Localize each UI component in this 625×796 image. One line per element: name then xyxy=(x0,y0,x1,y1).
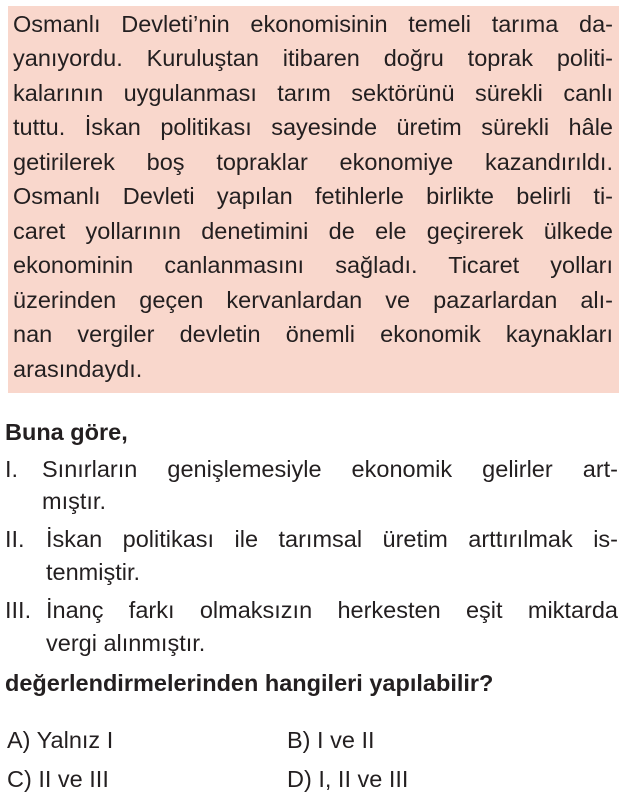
option-text: II ve III xyxy=(38,766,109,792)
option-a[interactable] xyxy=(7,729,113,753)
passage-line: arasındaydı. xyxy=(13,356,143,382)
option-letter: B) xyxy=(287,727,311,753)
question-intro: Buna göre, xyxy=(5,419,128,445)
passage-line: nan vergiler devletin önemli ekonomik kaynakları xyxy=(13,321,613,347)
statement-line: İnanç farkı olmaksızın herkesten eşit miktarda xyxy=(46,597,618,623)
option-c[interactable] xyxy=(7,768,109,792)
option-text: I ve II xyxy=(317,727,375,753)
passage-line: yanıyordu. Kuruluştan itibaren doğru toprak politi- xyxy=(13,45,613,71)
option-text: Yalnız I xyxy=(36,727,114,753)
option-letter: C) xyxy=(7,766,32,792)
option-b[interactable] xyxy=(287,729,375,753)
statement-numeral: II. xyxy=(5,526,25,552)
passage-box xyxy=(8,6,619,393)
option-letter: D) xyxy=(287,766,312,792)
statement-numeral: III. xyxy=(5,597,32,623)
statement-numeral: I. xyxy=(5,456,19,482)
statement-line: İskan politikası ile tarımsal üretim arttırılmak is- xyxy=(46,526,618,552)
passage-line: getirilerek boş topraklar ekonomiye kazandırıldı. xyxy=(13,149,613,175)
passage-line: caret yollarının denetimini de ele geçirerek ülkede xyxy=(13,218,613,244)
passage-line: ekonominin canlanmasını sağladı. Ticaret yolları xyxy=(13,252,613,278)
passage-line: Osmanlı Devleti yapılan fetihlerle birlikte belirli ti- xyxy=(13,183,613,209)
statement-line: tenmiştir. xyxy=(46,559,141,585)
passage-line: kalarının uygulanması tarım sektörünü sürekli canlı xyxy=(13,80,613,106)
statement-line: mıştır. xyxy=(42,488,106,514)
question-prompt: değerlendirmelerinden hangileri yapılabilir? xyxy=(5,670,494,696)
passage-line: üzerinden geçen kervanlardan ve pazarlardan alı- xyxy=(13,287,613,313)
option-text: I, II ve III xyxy=(318,766,409,792)
option-d[interactable] xyxy=(287,768,408,792)
statement-line: Sınırların genişlemesiyle ekonomik gelirler art- xyxy=(42,456,618,482)
passage-line: tuttu. İskan politikası sayesinde üretim sürekli hâle xyxy=(13,114,613,140)
statement-line: vergi alınmıştır. xyxy=(46,630,206,656)
option-letter: A) xyxy=(7,727,31,753)
passage-line: Osmanlı Devleti’nin ekonomisinin temeli tarıma da- xyxy=(13,11,613,37)
